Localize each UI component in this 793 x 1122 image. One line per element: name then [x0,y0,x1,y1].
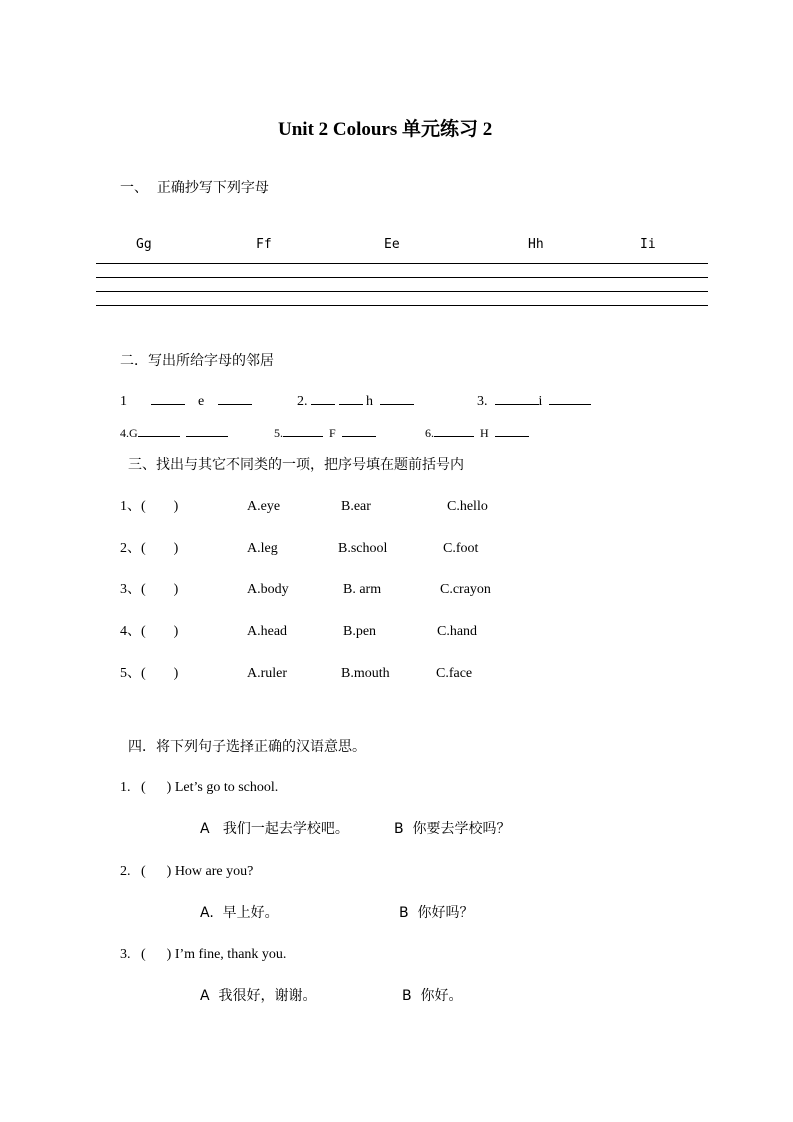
neighbor-row-6 [425,424,529,439]
answer-blank[interactable] [549,392,591,405]
answer-blank[interactable] [151,392,185,405]
option-b: B.mouth [341,665,390,681]
section-2-heading: 二．写出所给字母的邻居 [120,353,274,369]
answer-blank[interactable] [311,392,335,405]
question[interactable]: 2. ( ) How are you? [120,863,254,879]
option-c: C.face [436,665,473,681]
option-c: C.hand [437,624,478,640]
section-4-heading: 四．将下列句子选择正确的汉语意思。 [128,739,366,755]
option-b: B.pen [343,624,377,640]
neighbor-row-4 [120,424,228,439]
answer-blank[interactable] [218,392,252,405]
option-a: A 我很好，谢谢。 [200,988,317,1004]
letter: Ff [256,237,272,252]
option-b: B. arm [343,582,382,598]
section-3-heading: 三、找出与其它不同类的一项，把序号填在题前括号内 [128,457,464,473]
option-a: A. 早上好。 [200,904,279,921]
option-b: B 你要去学校吗？ [394,821,511,837]
option-c: C.crayon [440,582,491,598]
item-number: 2. [297,394,308,409]
answer-blank[interactable] [495,392,539,405]
option-a: A.ruler [247,665,288,681]
letter: Gg [136,237,152,252]
answer-blank[interactable] [339,392,363,405]
option-b: B.ear [341,499,371,514]
letter: h [366,394,373,409]
option-a: A.head [247,624,288,640]
item-number: 5. [274,426,283,440]
writing-line [96,291,708,292]
question[interactable]: 1. ( ) Let’s go to school. [120,780,279,795]
letter: H [480,426,489,440]
option-a: A.leg [247,540,278,556]
option-a: A.eye [247,499,281,514]
answer-bracket[interactable]: 2、( ) [120,540,179,556]
answer-blank[interactable] [342,424,376,437]
letter: e [198,394,205,409]
answer-blank[interactable] [283,424,323,437]
letter: Ee [384,237,400,252]
option-b: B 你好。 [402,988,463,1004]
answer-blank[interactable] [495,424,529,437]
option-b: B.school [338,540,388,556]
option-c: C.hello [447,499,488,514]
neighbor-row-2 [297,392,414,409]
neighbor-row-1 [120,392,252,409]
option-a: A 我们一起去学校吧。 [200,821,349,837]
letter: Ii [640,237,656,252]
option-b: B 你好吗？ [399,904,474,921]
answer-bracket[interactable]: 3、( ) [120,582,179,598]
page-title: Unit 2 Colours 单元练习 2 [278,119,493,140]
section-1-heading: 一、 正确抄写下列字母 [120,180,269,196]
answer-bracket[interactable]: 1、( ) [120,499,179,514]
neighbor-row-3 [477,392,591,409]
option-c: C.foot [443,540,479,556]
letter: i [538,394,543,409]
answer-blank[interactable] [380,392,414,405]
question[interactable]: 3. ( ) I’m fine, thank you. [120,947,287,962]
answer-blank[interactable] [434,424,474,437]
letter: Hh [528,237,544,252]
writing-line [96,305,708,306]
answer-blank[interactable] [138,424,180,437]
answer-bracket[interactable]: 5、( ) [120,665,179,681]
item-number: 6. [425,426,434,440]
option-a: A.body [247,582,289,598]
item-number: 4.G [120,426,138,440]
neighbor-row-5 [274,424,376,439]
letter: F [329,426,336,440]
answer-blank[interactable] [186,424,228,437]
answer-bracket[interactable]: 4、( ) [120,624,179,640]
writing-line [96,277,708,278]
item-number: 1 [120,394,127,409]
writing-line [96,263,708,264]
item-number: 3. [477,394,488,409]
